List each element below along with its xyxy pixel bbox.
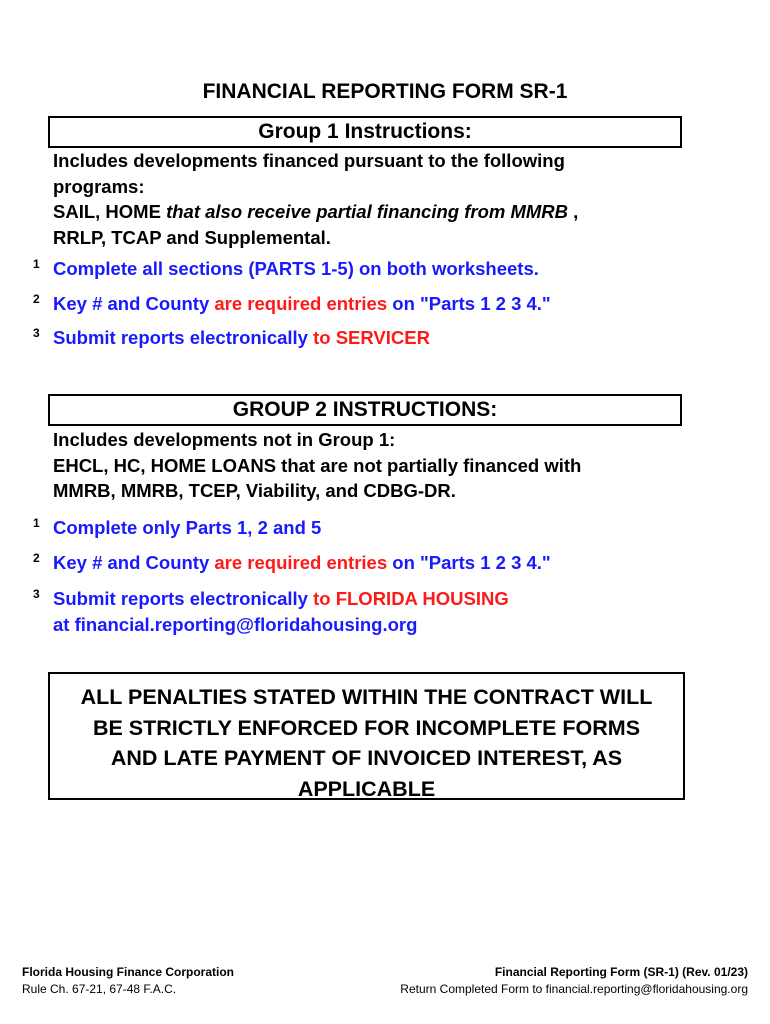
step-number: 2	[33, 551, 40, 565]
step-text: Complete all sections (PARTS 1-5) on both worksheets.	[53, 258, 539, 279]
group2-desc-line2: EHCL, HC, HOME LOANS that are not partially financed with	[53, 454, 582, 476]
group2-desc-line1: Includes developments not in Group 1:	[53, 429, 396, 450]
step-number: 2	[33, 292, 40, 306]
step-text: Key # and County are required entries on "Parts 1 2 3 4."	[53, 552, 551, 573]
step-text: Complete only Parts 1, 2 and 5	[53, 517, 322, 538]
group2-heading: GROUP 2 INSTRUCTIONS:	[48, 394, 682, 426]
programs-text: SAIL, HOME	[53, 201, 167, 222]
group2-desc-line3: MMRB, MMRB, TCEP, Viability, and CDBG-DR.	[53, 480, 456, 501]
footer-return-note: Return Completed Form to financial.reporting@floridahousing.org	[400, 982, 748, 996]
step-number: 3	[33, 326, 40, 340]
penalty-line1: ALL PENALTIES STATED WITHIN THE CONTRACT WILL	[80, 685, 653, 709]
penalty-notice	[48, 672, 685, 800]
step-text: Submit reports electronically to FLORIDA HOUSING	[53, 588, 509, 609]
group2-description	[53, 427, 693, 504]
step-number: 1	[33, 516, 40, 530]
penalty-line3: AND LATE PAYMENT OF INVOICED INTEREST, AS	[110, 746, 623, 770]
programs-comma: ,	[568, 201, 579, 222]
footer-org-name: Florida Housing Finance Corporation	[22, 965, 235, 979]
page-title: FINANCIAL REPORTING FORM SR-1	[202, 80, 568, 103]
programs-italic-text: that also receive partial financing from MMRB	[166, 201, 569, 222]
email-text: at financial.reporting@floridahousing.org	[53, 614, 418, 635]
step-text: Submit reports electronically to SERVICER	[53, 327, 430, 348]
step-text: Key # and County are required entries on "Parts 1 2 3 4."	[53, 293, 551, 314]
group1-desc-line2: programs:	[53, 175, 145, 197]
group1-desc-line1: Includes developments financed pursuant to the following	[53, 150, 565, 171]
footer-right	[400, 964, 748, 998]
penalty-line4: APPLICABLE	[297, 776, 436, 801]
step-number: 3	[33, 587, 40, 601]
footer-form-name: Financial Reporting Form (SR-1) (Rev. 01/23)	[494, 965, 748, 979]
group1-description	[53, 148, 693, 250]
group1-heading: Group 1 Instructions:	[48, 116, 682, 148]
step-number: 1	[33, 257, 40, 271]
footer-left	[22, 964, 234, 998]
footer-rule: Rule Ch. 67-21, 67-48 F.A.C.	[22, 982, 177, 996]
group1-desc-line3	[53, 199, 693, 225]
group1-desc-line4: RRLP, TCAP and Supplemental.	[53, 226, 331, 248]
penalty-line2: BE STRICTLY ENFORCED FOR INCOMPLETE FORMS	[92, 715, 641, 740]
